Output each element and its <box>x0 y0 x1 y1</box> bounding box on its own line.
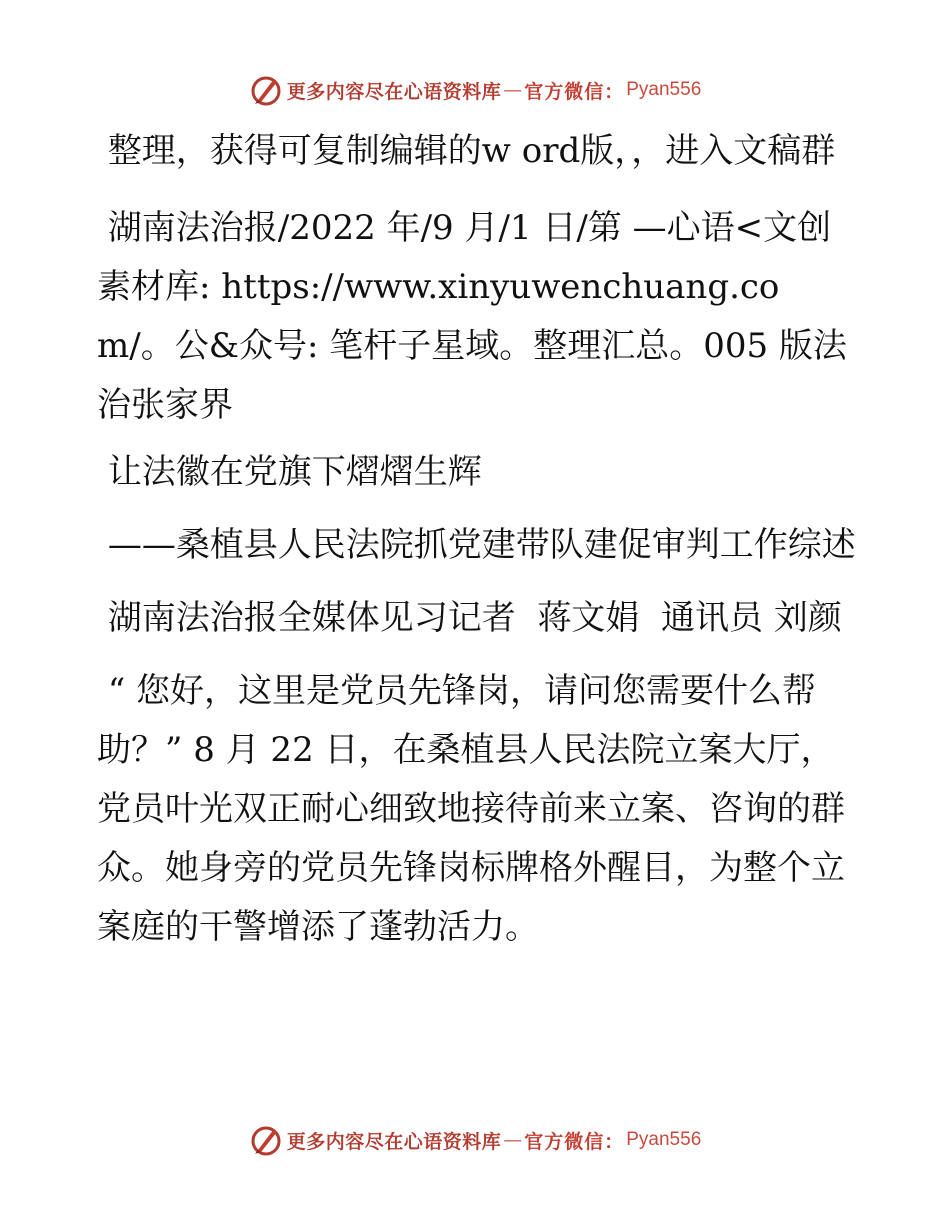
article-byline: 湖南法治报全媒体见习记者 蒋文娟 通讯员 刘颜 <box>97 598 842 638</box>
article-lead-paragraph: “ 您好，这里是党员先锋岗，请问您需要什么帮助？” 8 月 22 日，在桑植县人民法院立案大厅，党员叶光双正耐心细致地接待前来立案、咨询的群众。她身旁的党员先锋岗标牌格外醒目，为整个立案庭的干警增添了蓬勃活力。 <box>97 671 845 947</box>
doc-paragraph-2: 湖南法治报/2022 年/9 月/1 日/第 —心语<文创素材库: https://www.xinyuwenchuang.com/。公&众号: 笔杆子星域。整理汇总。005 版法治张家界 <box>97 208 847 425</box>
banner-official-label: 官方微信： <box>524 80 625 103</box>
banner-official-label: 官方微信： <box>524 1130 625 1153</box>
footer-banner <box>0 1122 950 1158</box>
banner-site-text: 更多内容尽在心语资料库 <box>286 1130 502 1153</box>
article-subtitle: ——桑植县人民法院抓党建带队建促审判工作综述 <box>97 525 856 565</box>
banner-separator: — <box>503 1129 523 1151</box>
article-title: 让法徽在党旗下熠熠生辉 <box>97 452 482 492</box>
doc-paragraph-1: 整理，获得可复制编辑的w ord版，，进入文稿群 <box>97 131 836 171</box>
banner-separator: — <box>503 79 523 101</box>
quill-logo-icon <box>249 73 283 107</box>
banner-wechat-id: Pyan556 <box>626 1129 702 1150</box>
document-body <box>97 122 857 971</box>
quill-logo-icon <box>249 1123 283 1157</box>
banner-site-text: 更多内容尽在心语资料库 <box>286 80 502 103</box>
banner-wechat-id: Pyan556 <box>626 79 702 100</box>
header-banner <box>0 72 950 108</box>
